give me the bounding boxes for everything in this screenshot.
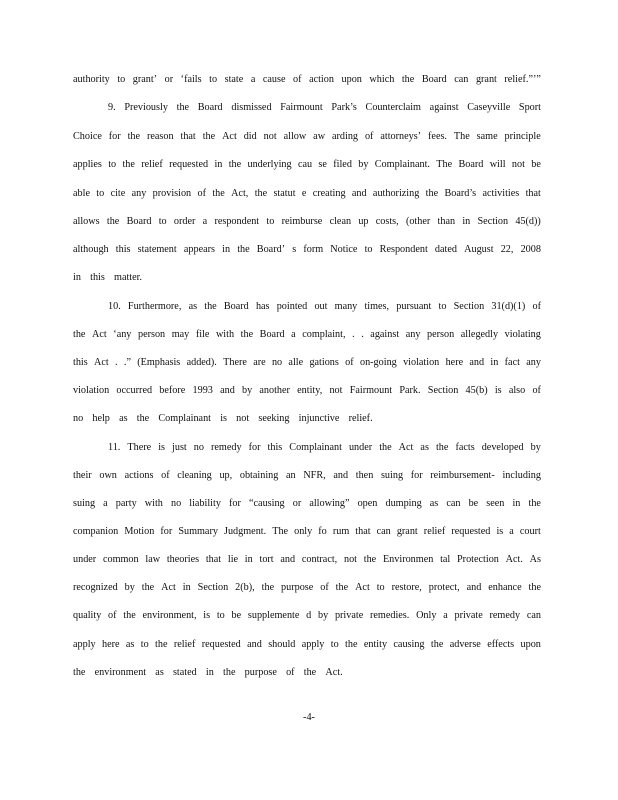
text-line: authority to grant’ or ‘fails to state a cause of action upon which the Board can grant relief.”’” <box>73 74 541 85</box>
text-line: although this statement appears in the Board’ s form Notice to Respondent dated August 22, 2008 <box>73 244 541 255</box>
text-line: Choice for the reason that the Act did not allow aw arding of attorneys’ fees. The same principle <box>73 131 541 142</box>
paragraph-9-first-line: 9. Previously the Board dismissed Fairmount Park’s Counterclaim against Caseyville Sport <box>108 102 541 113</box>
text-line: able to cite any provision of the Act, the statut e creating and authorizing the Board’s activities that <box>73 188 541 199</box>
text-line: violation occurred before 1993 and by another entity, not Fairmount Park. Section 45(b) is also of <box>73 385 541 396</box>
text-line: the Act ‘any person may file with the Board a complaint, . . against any person allegedly violating <box>73 329 541 340</box>
text-line: companion Motion for Summary Judgment. The only fo rum that can grant relief requested is a court <box>73 526 541 537</box>
text-line: their own actions of cleaning up, obtaining an NFR, and then suing for reimbursement- including <box>73 470 541 481</box>
text-line: quality of the environment, is to be supplemente d by private remedies. Only a private remedy can <box>73 610 541 621</box>
text-line: in this matter. <box>73 272 143 283</box>
text-line: applies to the relief requested in the underlying cau se filed by Complainant. The Board will not be <box>73 159 541 170</box>
text-line: apply here as to the relief requested and should apply to the entity causing the adverse effects upon <box>73 639 541 650</box>
text-line: no help as the Complainant is not seeking injunctive relief. <box>73 413 373 424</box>
text-line: suing a party with no liability for “causing or allowing” open dumping as can be seen in the <box>73 498 541 509</box>
text-line: this Act . .” (Emphasis added). There are no alle gations of on-going violation here and in fact any <box>73 357 541 368</box>
text-line: under common law theories that lie in tort and contract, not the Environmen tal Protection Act. As <box>73 554 541 565</box>
paragraph-10-first-line: 10. Furthermore, as the Board has pointed out many times, pursuant to Section 31(d)(1) of <box>108 301 541 312</box>
text-line: allows the Board to order a respondent to reimburse clean up costs, (other than in Section 45(d)) <box>73 216 541 227</box>
text-line: the environment as stated in the purpose of the Act. <box>73 667 343 678</box>
page-number: -4- <box>303 712 315 723</box>
paragraph-11-first-line: 11. There is just no remedy for this Complainant under the Act as the facts developed by <box>108 442 541 453</box>
text-line: recognized by the Act in Section 2(b), the purpose of the Act to restore, protect, and enhance the <box>73 582 541 593</box>
